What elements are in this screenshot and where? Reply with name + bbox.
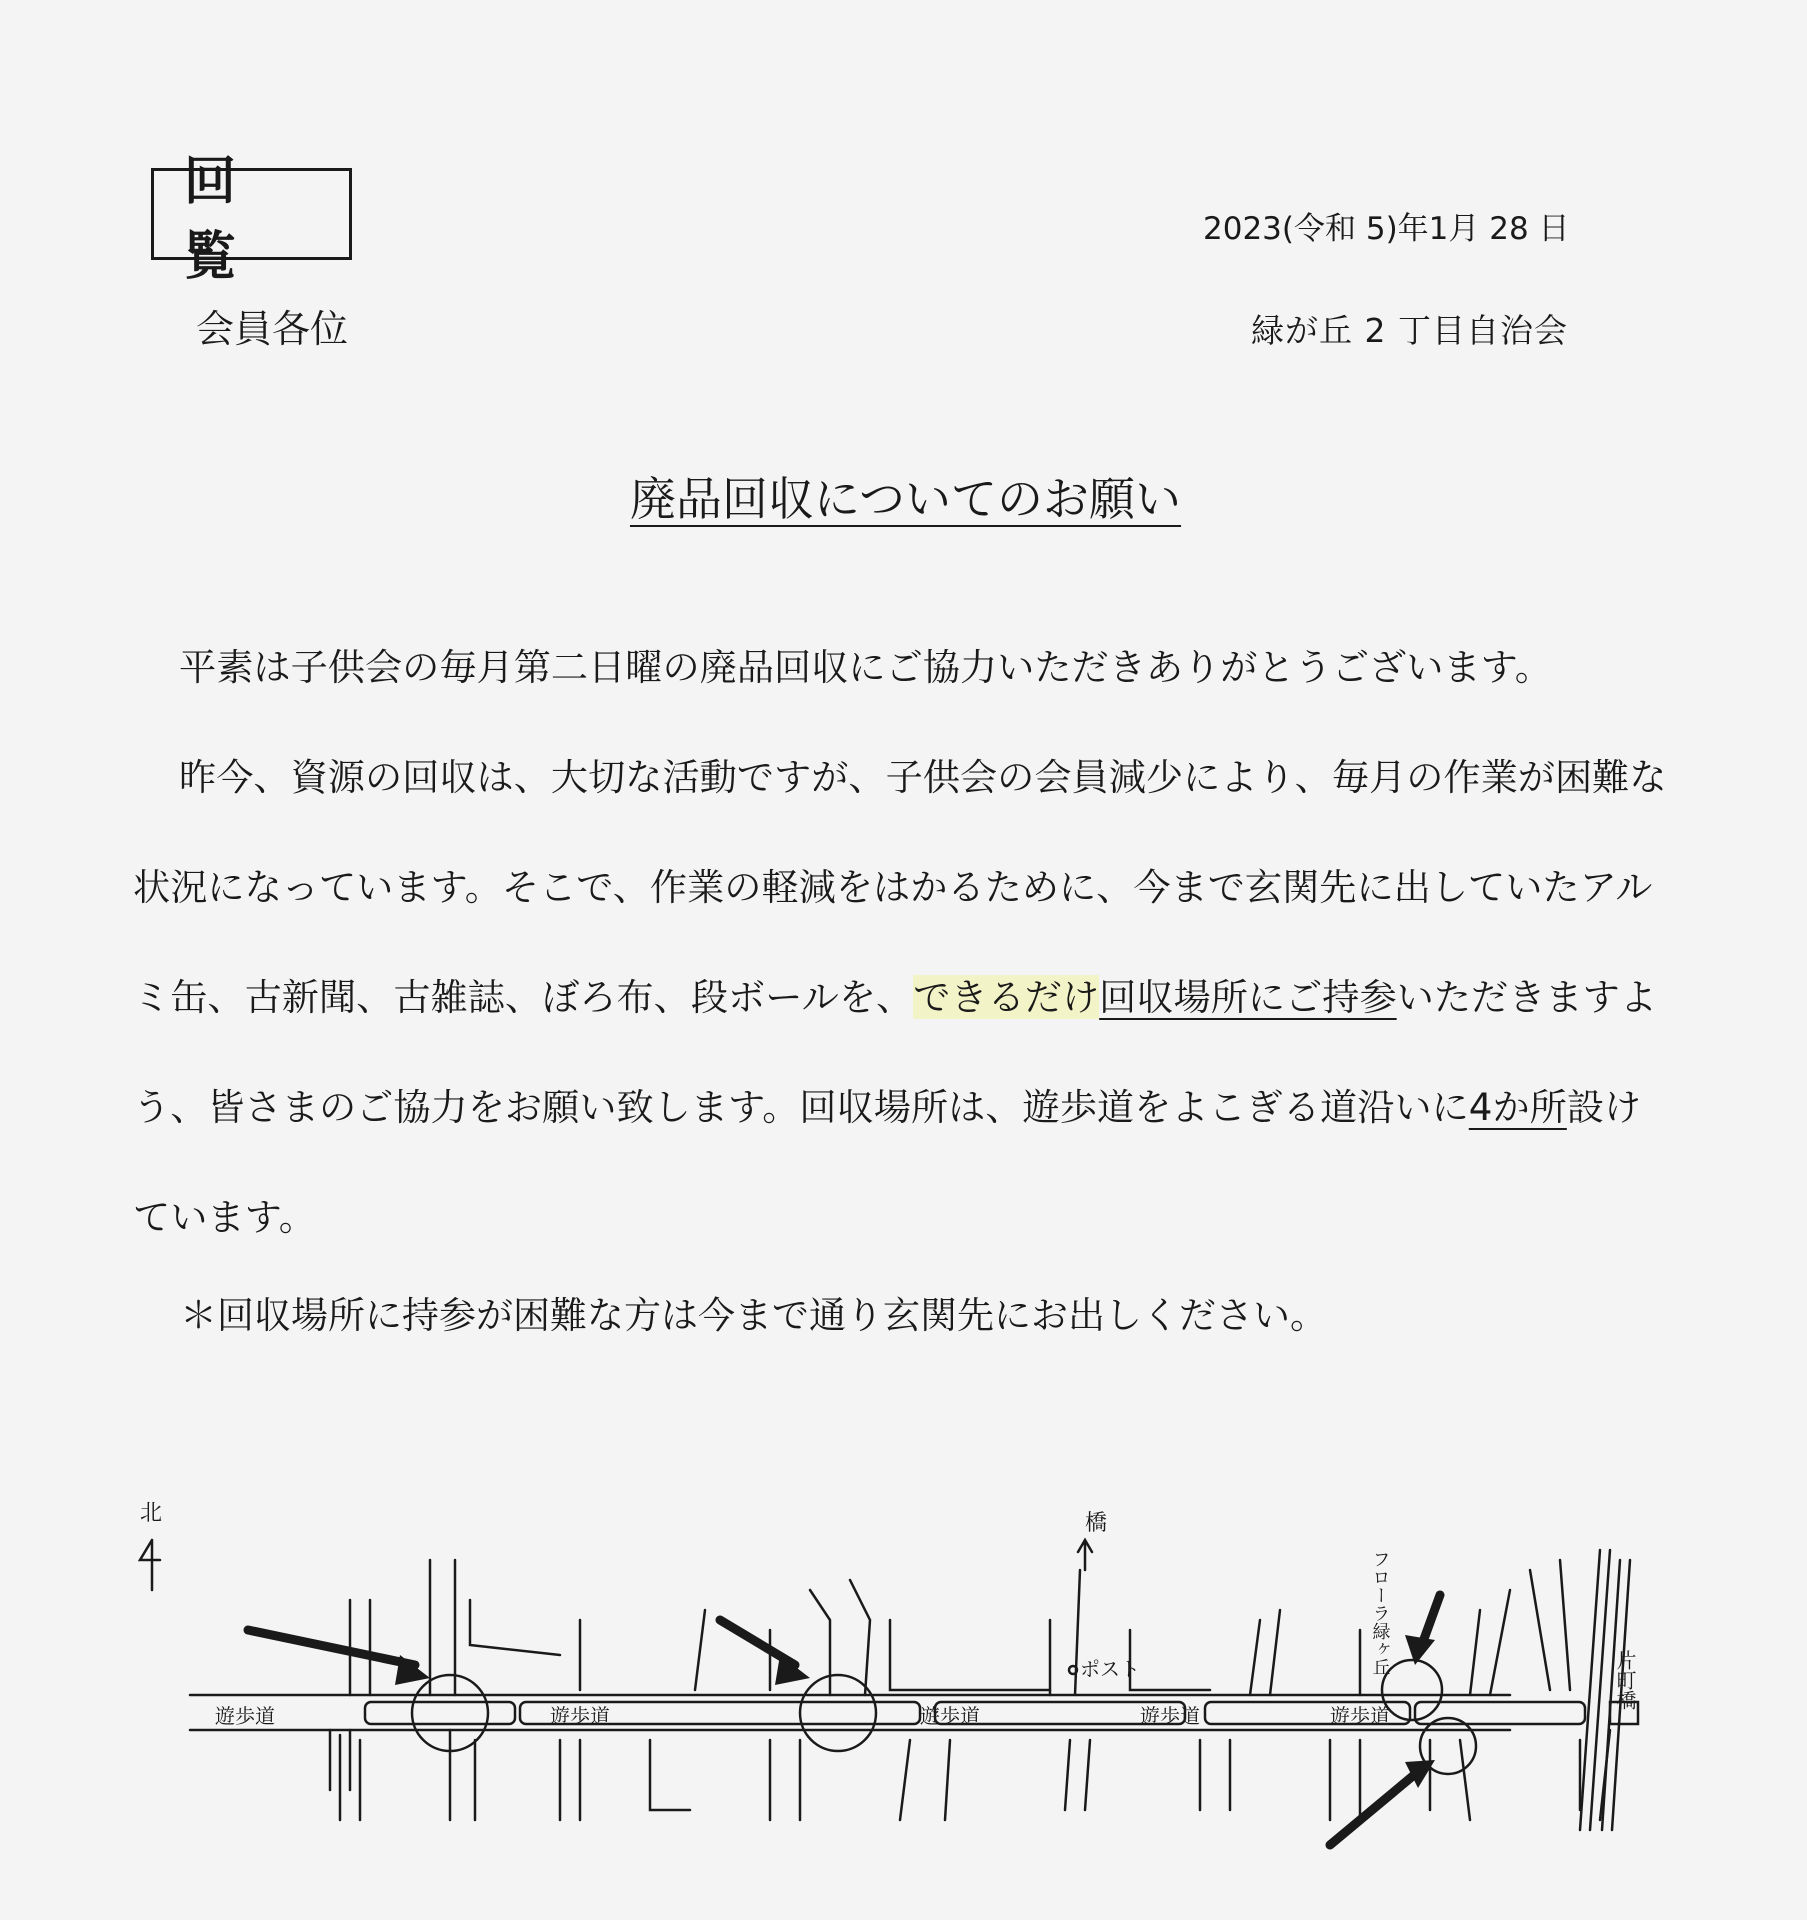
post-label: ポスト (1080, 1657, 1140, 1681)
underlined-count-text: 4か所 (1468, 1085, 1567, 1129)
document-body (133, 612, 1673, 1272)
pointer-arrow-icons (248, 1595, 1440, 1845)
landmark-label: フローラ緑ヶ丘 (1369, 1550, 1391, 1676)
request-text-2: いただきますよう、皆さまのご協力をお願い致します。回収場所は、遊歩道をよこぎる道沿いに (133, 975, 1657, 1129)
path-label: 遊歩道 (550, 1704, 610, 1728)
recipient: 会員各位 (196, 307, 349, 351)
bridge-name-label: 片町橋 (1613, 1650, 1637, 1710)
north-arrow-icon (140, 1540, 160, 1590)
document-title: 廃品回収についてのお願い (629, 472, 1182, 526)
path-label: 遊歩道 (920, 1704, 980, 1728)
collection-map (130, 1490, 1650, 1870)
request-text: 昨今、資源の回収は、大切な活動ですが、子供会の会員減少により、毎月の作業が困難な状況になっています。そこで、作業の軽減をはかるために、今まで玄関先に出していたアルミ缶、古新聞、古雑誌、ぼろ布、段ボールを、 (133, 755, 1667, 1019)
path-label: 遊歩道 (1330, 1704, 1390, 1728)
issue-date: 2023(令和 5)年1月 28 日 (1203, 211, 1570, 247)
post-marker-icon (1069, 1666, 1077, 1674)
highlight-text: できるだけ (913, 975, 1100, 1019)
path-label: 遊歩道 (1140, 1704, 1200, 1728)
request-text-3: 設けています。 (133, 1085, 1642, 1239)
up-arrow-icon (1078, 1540, 1092, 1570)
note: ＊回収場所に持参が困難な方は今まで通り玄関先にお出しください。 (180, 1294, 1327, 1337)
organization: 緑が丘 2 丁目自治会 (1251, 311, 1568, 350)
bridge-label: 橋 (1085, 1511, 1108, 1536)
north-label: 北 (140, 1501, 163, 1526)
paragraph-greeting: 平素は子供会の毎月第二日曜の廃品回収にご協力いただきありがとうございます。 (179, 645, 1552, 689)
underlined-bring-text: 回収場所にご持参 (1099, 975, 1397, 1019)
path-label: 遊歩道 (215, 1704, 275, 1728)
paragraph-request (133, 722, 1673, 1272)
circulation-stamp: 回覧 (151, 168, 352, 260)
